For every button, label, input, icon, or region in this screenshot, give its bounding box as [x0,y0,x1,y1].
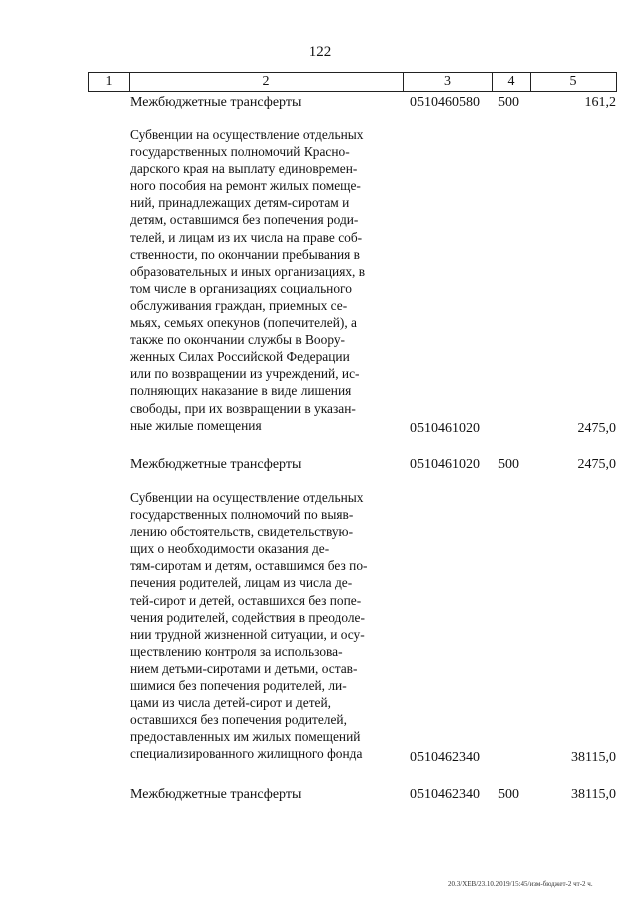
description-line: государственных полномочий Красно- [130,144,350,160]
description-line: свободы, при их возвращении в указан- [130,400,356,416]
header-col-3: 3 [403,73,493,91]
target-code: 0510462340 [410,787,480,802]
amount: 2475,0 [577,421,616,436]
row-title: Межбюджетные трансферты [130,95,302,110]
header-col-2: 2 [129,73,404,91]
header-col-1: 1 [89,73,130,91]
description-line: ного пособия на ремонт жилых помеще- [130,178,361,194]
target-code: 0510461020 [410,457,480,472]
description-line: также по окончании службы в Воору- [130,332,345,348]
expense-type-code: 500 [498,787,519,802]
description-line: ственности, по окончании пребывания в [130,246,360,262]
expense-type-code: 500 [498,95,519,110]
description-line: Субвенции на осуществление отдельных [130,127,364,142]
description-line: ные жилые помещения [130,417,262,433]
description-line: ществлению контроля за использова- [130,643,343,659]
target-code: 0510462340 [410,750,480,765]
description-line: государственных полномочий по выяв- [130,507,354,523]
header-col-5: 5 [569,74,577,89]
description-line: чения родителей, содействия в преодоле- [130,609,365,625]
description-line: нии трудной жизненной ситуации, и осу- [130,626,365,642]
table-header [88,72,617,92]
description-line: шимися без попечения родителей, ли- [130,678,347,694]
description-line: нием детьми-сиротами и детьми, остав- [130,660,358,676]
target-code: 0510460580 [410,95,480,110]
amount: 38115,0 [571,787,616,802]
amount: 2475,0 [577,457,616,472]
description-line: мьях, семьях опекунов (попечителей), а [130,315,357,331]
row-title: Межбюджетные трансферты [130,457,302,472]
description-line: или по возвращении из учреждений, ис- [130,366,360,382]
description-line: печения родителей, лицам из числа де- [130,575,353,591]
page-number: 122 [308,44,332,60]
document-footer: 20.3/ХЕВ/23.10.2019/15:45/изм-бюджет-2 чт-2 ч. [448,880,593,888]
description-line: специализированного жилищного фонда [130,746,363,762]
description-line: Субвенции на осуществление отдельных [130,490,364,505]
amount: 38115,0 [571,750,616,765]
description-line: детям, оставшимся без попечения роди- [130,212,359,228]
description-line: лению обстоятельств, свидетельствую- [130,524,354,540]
description-line: обслуживания граждан, приемных се- [130,297,348,313]
description-line: оставшихся без попечения родителей, [130,712,347,728]
description-line: предоставленных им жилых помещений [130,729,361,745]
subvention-description [130,126,398,434]
description-line: телей, и лицам из их числа на праве соб- [130,229,363,245]
target-code: 0510461020 [410,421,480,436]
header-col-4: 4 [492,73,531,91]
description-line: ний, принадлежащих детям-сиротам и [130,195,350,211]
description-line: тей-сирот и детей, оставшихся без попе- [130,592,362,608]
description-line: образовательных и иных организациях, в [130,263,366,279]
description-line: тям-сиротам и детям, оставшимся без по- [130,558,368,574]
expense-type-code: 500 [498,457,519,472]
description-line: том числе в организациях социального [130,280,352,296]
description-line: полняющих наказание в виде лишения [130,383,352,399]
description-line: женных Силах Российской Федерации [130,349,350,365]
description-line: цами из числа детей-сирот и детей, [130,695,331,711]
description-line: щих о необходимости оказания де- [130,541,330,557]
subvention-description [130,489,398,763]
row-title: Межбюджетные трансферты [130,787,302,802]
description-line: дарского края на выплату единовремен- [130,161,358,177]
amount: 161,2 [584,95,616,110]
